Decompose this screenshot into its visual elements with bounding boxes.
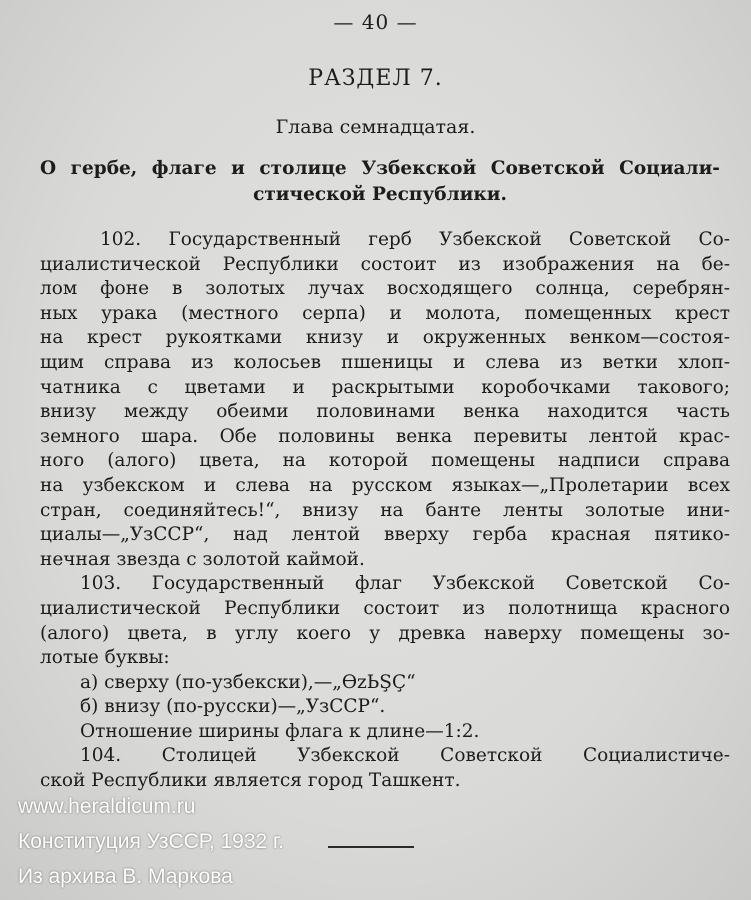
section-title: РАЗДЕЛ 7. bbox=[308, 66, 443, 91]
body-line: внизу между обеими половинами венка находится часть bbox=[40, 401, 730, 423]
body-line: чатника с цветами и раскрытыми коробочками такового; bbox=[40, 376, 730, 398]
heading-line: О гербе, флаге и столице Узбекской Советской Социали- bbox=[40, 158, 720, 179]
body-line: циалистической Республики состоит из полотнища красного bbox=[40, 597, 730, 619]
watermark-source: Из архива В. Маркова bbox=[18, 865, 233, 888]
article-body bbox=[40, 228, 730, 794]
page-number: — 40 — bbox=[333, 10, 418, 34]
body-line: 102. Государственный герб Узбекской Советской Со- bbox=[100, 229, 730, 250]
chapter-title: Глава семнадцатая. bbox=[275, 116, 476, 138]
body-line: на крест рукоятками книзу и окруженных венком—состоя- bbox=[40, 327, 730, 349]
body-line: земного шара. Обе половины венка перевиты лентой крас- bbox=[40, 425, 730, 447]
body-line: а) сверху (по-узбекски),—„ӨzЬŞÇ“ bbox=[80, 671, 416, 693]
body-line: нечная звезда с золотой каймой. bbox=[40, 548, 365, 570]
body-line: щим справа из колосьев пшеницы и слева из ветки хлоп- bbox=[40, 351, 730, 373]
watermark-caption: Конституция УзССР, 1932 г. bbox=[18, 830, 284, 853]
body-line: циалистической Республики состоит из изображения на бе- bbox=[40, 253, 730, 275]
body-line: ской Республики является город Ташкент. bbox=[40, 770, 461, 792]
body-line: (алого) цвета, в углу коего у древка наверху помещены зо- bbox=[40, 622, 730, 644]
watermark-website: www.heraldicum.ru bbox=[18, 795, 196, 818]
horizontal-rule bbox=[328, 846, 414, 848]
heading-line: стической Республики. bbox=[253, 184, 507, 205]
body-line: б) внизу (по-русски)—„УзССР“. bbox=[80, 696, 386, 718]
article-heading bbox=[40, 156, 720, 208]
body-line: на узбекском и слева на русском языках—„Пролетарии всех bbox=[40, 474, 730, 496]
body-line: ных урака (местного серпа) и молота, помещенных крест bbox=[40, 302, 730, 324]
body-line: Отношение ширины флага к длине—1:2. bbox=[80, 720, 480, 742]
body-line: лом фоне в золотых лучах восходящего солнца, серебрян- bbox=[40, 278, 730, 300]
body-line: 104. Столицей Узбекской Советской Социалистиче- bbox=[80, 745, 730, 767]
body-line: ного (алого) цвета, на которой помещены надписи справа bbox=[40, 450, 730, 472]
body-line: лотые буквы: bbox=[40, 647, 170, 669]
body-line: 103. Государственный флаг Узбекской Советской Со- bbox=[80, 573, 730, 595]
body-line: циалы—„УзССР“, над лентой вверху герба красная пятико- bbox=[40, 524, 730, 546]
body-line: стран, соединяйтесь!“, внизу на банте ленты золотые ини- bbox=[40, 499, 730, 521]
